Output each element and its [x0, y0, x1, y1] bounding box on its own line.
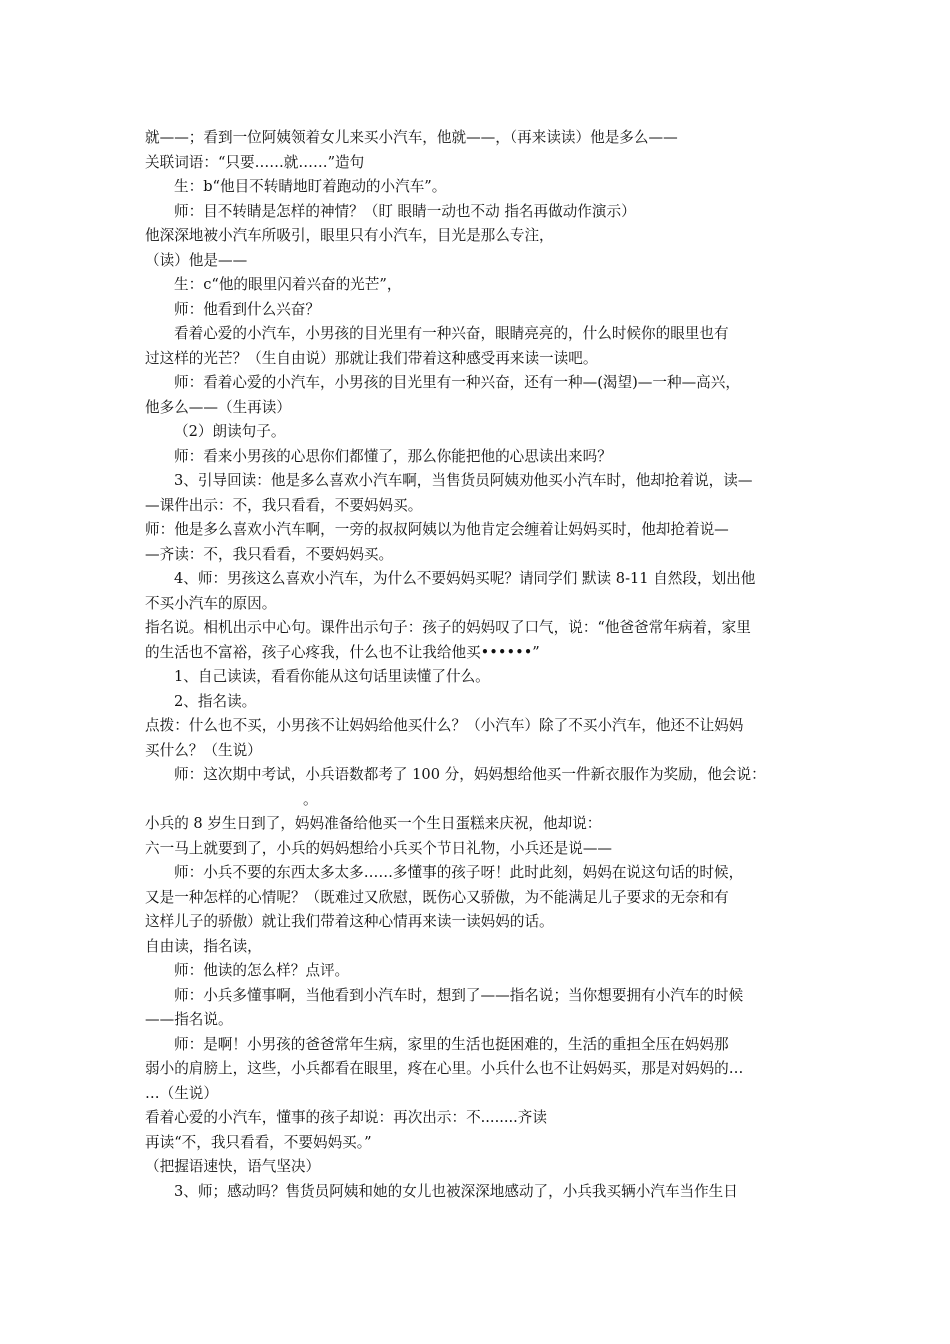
text-line: —课件出示：不，我只看看，不要妈妈买。 — [145, 496, 423, 514]
text-line: （读）他是—— — [145, 251, 248, 269]
text-line: 师：他看到什么兴奋？ — [174, 300, 320, 318]
text-line: 师：这次期中考试，小兵语数都考了 100 分，妈妈想给他买一件新衣服作为奖励，他会说： — [174, 766, 766, 783]
text-line: 这样儿子的骄傲）就让我们带着这种心情再来读一读妈妈的话。 — [145, 913, 554, 930]
text-line: （把握语速快，语气坚决） — [145, 1158, 321, 1175]
text-line: 师：小兵多懂事啊，当他看到小汽车时，想到了——指名说；当你想要拥有小汽车的时候 — [174, 986, 744, 1004]
text-line: 师：小兵不要的东西太多太多……多懂事的孩子呀！此时此刻，妈妈在说这句话的时候， — [174, 864, 744, 881]
text-line: 弱小的肩膀上，这些，小兵都看在眼里，疼在心里。小兵什么也不让妈妈买，那是对妈妈的… — [145, 1060, 744, 1077]
text-line: 师：看来小男孩的心思你们都懂了，那么你能把他的心思读出来吗？ — [174, 447, 612, 465]
text-line: 师：看着心爱的小汽车，小男孩的目光里有一种兴奋，还有一种—(渴望)—一种—高兴， — [174, 374, 740, 391]
text-line: —齐读：不，我只看看，不要妈妈买。 — [145, 545, 394, 563]
text-line: 师：他是多么喜欢小汽车啊，一旁的叔叔阿姨以为他肯定会缠着让妈妈买时，他却抢着说— — [145, 521, 729, 538]
text-line: 不买小汽车的原因。 — [145, 594, 277, 612]
text-line: 就——；看到一位阿姨领着女儿来买小汽车，他就——，（再来读读）他是多么—— — [145, 129, 678, 146]
text-line: 4、师：男孩这么喜欢小汽车，为什么不要妈妈买呢？请同学们 默读 8-11 自然段，划出他 — [174, 570, 756, 587]
document-page — [145, 126, 813, 1204]
text-line: 生：c“他的眼里闪着兴奋的光芒”， — [174, 276, 402, 293]
text-line: 买什么？（生说） — [145, 741, 262, 759]
text-line: 2、指名读。 — [174, 692, 257, 710]
text-line: 师：是啊！小男孩的爸爸常年生病，家里的生活也挺困难的，生活的重担全压在妈妈那 — [174, 1035, 729, 1053]
text-line: 。 — [303, 790, 318, 808]
text-line: 又是一种怎样的心情呢？（既难过又欣慰，既伤心又骄傲，为不能满足儿子要求的无奈和有 — [145, 888, 729, 906]
text-line: 师：他读的怎么样？点评。 — [174, 962, 350, 979]
text-line: 看着心爱的小汽车，小男孩的目光里有一种兴奋，眼睛亮亮的，什么时候你的眼里也有 — [174, 325, 729, 342]
text-line: 3、引导回读：他是多么喜欢小汽车啊，当售货员阿姨劝他买小汽车时，他却抢着说，读— — [174, 472, 753, 489]
text-line: 点拨：什么也不买，小男孩不让妈妈给他买什么？（小汽车）除了不买小汽车，他还不让妈妈 — [145, 717, 744, 734]
text-line: ——指名说。 — [145, 1011, 233, 1028]
text-line: 指名说。相机出示中心句。课件出示句子：孩子的妈妈叹了口气，说：“他爸爸常年病着，家里 — [145, 619, 751, 636]
text-line: …（生说） — [145, 1084, 218, 1102]
text-line: 生：b“他目不转睛地盯着跑动的小汽车”。 — [174, 178, 447, 195]
text-line: 3、师；感动吗？售货员阿姨和她的女儿也被深深地感动了，小兵我买辆小汽车当作生日 — [174, 1182, 738, 1200]
text-line: 他多么——（生再读） — [145, 398, 291, 416]
text-line: 他深深地被小汽车所吸引，眼里只有小汽车，目光是那么专注， — [145, 227, 554, 244]
text-line: 师：目不转睛是怎样的神情？（盯 眼睛一动也不动 指名再做动作演示） — [174, 202, 636, 220]
text-line: 关联词语：“只要……就……”造句 — [145, 153, 365, 171]
text-line: 小兵的 8 岁生日到了，妈妈准备给他买一个生日蛋糕来庆祝，他却说： — [145, 815, 602, 832]
text-line: 的生活也不富裕，孩子心疼我，什么也不让我给他买••••••” — [145, 643, 540, 661]
text-line: 再读“不，我只看看，不要妈妈买。” — [145, 1133, 372, 1151]
text-line: 过这样的光芒？（生自由说）那就让我们带着这种感受再来读一读吧。 — [145, 349, 598, 367]
text-line: 看着心爱的小汽车，懂事的孩子却说：再次出示：不........齐读 — [145, 1109, 547, 1126]
text-line: 自由读，指名读， — [145, 937, 262, 955]
text-line: 六一马上就要到了，小兵的妈妈想给小兵买个节日礼物，小兵还是说—— — [145, 839, 613, 857]
text-line: 1、自己读读，看看你能从这句话里读懂了什么。 — [174, 668, 490, 685]
text-line: （2）朗读句子。 — [174, 423, 286, 440]
